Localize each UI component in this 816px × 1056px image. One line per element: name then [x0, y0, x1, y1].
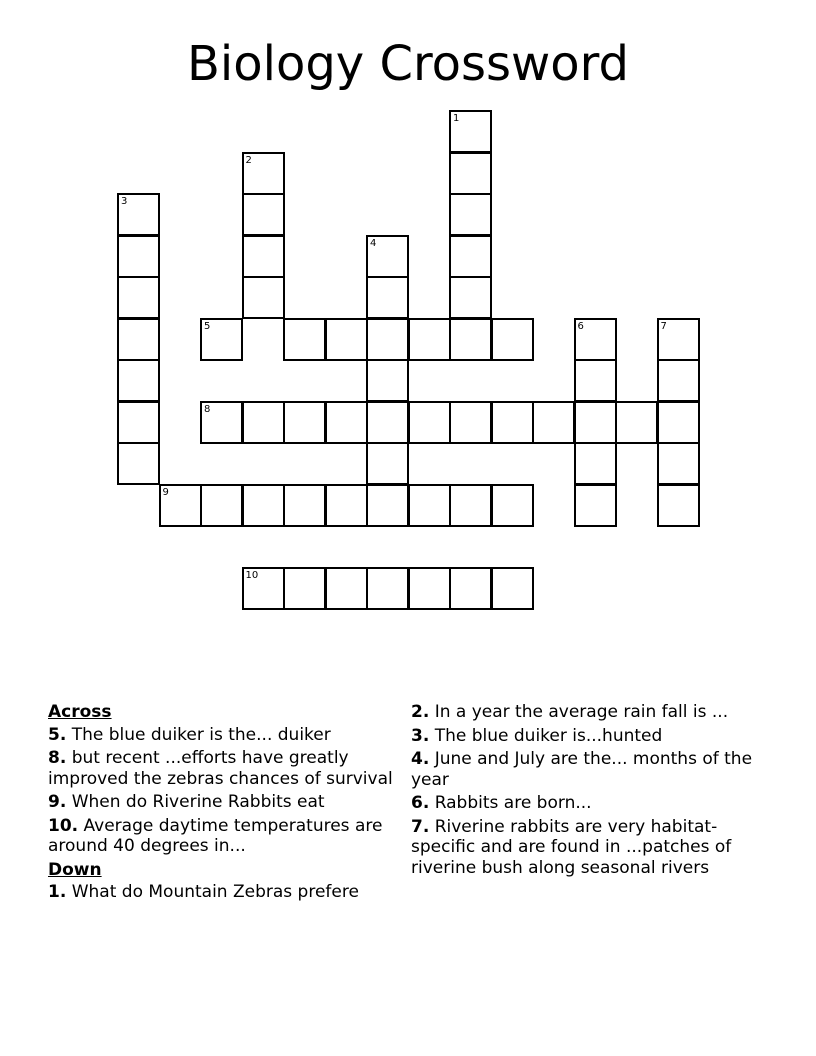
grid-cell[interactable]: [283, 567, 326, 610]
across-clue-5: [48, 725, 400, 746]
grid-cell[interactable]: [574, 318, 617, 361]
clue-text: In a year the average rain fall is ...: [434, 702, 729, 722]
cell-number: 9: [162, 486, 169, 498]
clue-number: 2.: [411, 702, 430, 722]
grid-cell[interactable]: [283, 484, 326, 527]
cell-number: 6: [577, 320, 584, 332]
grid-cell[interactable]: [532, 401, 575, 444]
grid-cell[interactable]: [117, 276, 160, 319]
clues-left-column: [48, 702, 400, 906]
grid-cell[interactable]: [657, 359, 700, 402]
clue-number: 1.: [48, 882, 67, 902]
grid-cell[interactable]: [657, 484, 700, 527]
cell-number: 2: [245, 154, 252, 166]
grid-cell[interactable]: [366, 567, 409, 610]
grid-cell[interactable]: [366, 442, 409, 485]
grid-cell[interactable]: [117, 318, 160, 361]
cell-number: 7: [660, 320, 667, 332]
down-heading: Down: [48, 859, 102, 880]
grid-cell[interactable]: [408, 484, 451, 527]
grid-cell[interactable]: [408, 318, 451, 361]
down-clue-1: [48, 882, 400, 903]
grid-cell[interactable]: [117, 442, 160, 485]
down-clue-3: [411, 726, 756, 747]
clue-text: The blue duiker is the... duiker: [71, 724, 331, 745]
cell-number: 3: [121, 196, 128, 207]
grid-cell[interactable]: [242, 235, 285, 278]
grid-cell[interactable]: [366, 484, 409, 527]
grid-cell[interactable]: [283, 401, 326, 444]
clue-number: 8.: [48, 748, 67, 768]
grid-cell[interactable]: [449, 152, 492, 195]
down-clue-4: [411, 749, 756, 790]
grid-cell[interactable]: [491, 484, 534, 527]
grid-cell[interactable]: [449, 484, 492, 527]
grid-cell[interactable]: [117, 235, 160, 278]
clue-text: Rabbits are born...: [434, 793, 592, 813]
grid-cell[interactable]: [117, 193, 160, 236]
grid-cell[interactable]: [117, 359, 160, 402]
grid-cell[interactable]: [449, 567, 492, 610]
clue-text: Average daytime temperatures are around 40 degrees in...: [48, 815, 383, 856]
clues-right-column: [411, 702, 756, 881]
down-clue-2: [411, 702, 756, 723]
grid-cell[interactable]: [408, 567, 451, 610]
grid-cell[interactable]: [242, 401, 285, 444]
clue-number: 10.: [48, 815, 79, 836]
grid-cell[interactable]: [574, 484, 617, 527]
clue-text: June and July are the... months of the year: [411, 749, 753, 790]
grid-cell[interactable]: [325, 484, 368, 527]
grid-cell[interactable]: [449, 235, 492, 278]
grid-cell[interactable]: [574, 359, 617, 402]
cell-number: 4: [370, 237, 377, 249]
cell-number: 10: [245, 569, 259, 581]
grid-cell[interactable]: [491, 567, 534, 610]
grid-cell[interactable]: [325, 401, 368, 444]
grid-cell[interactable]: [117, 401, 160, 444]
grid-cell[interactable]: [366, 401, 409, 444]
clue-text: but recent ...efforts have greatly improved the zebras chances of survival: [48, 748, 393, 789]
grid-cell[interactable]: [449, 318, 492, 361]
grid-cell[interactable]: [366, 359, 409, 402]
grid-cell[interactable]: [283, 318, 326, 361]
cell-number: 5: [204, 320, 211, 332]
grid-cell[interactable]: [408, 401, 451, 444]
clue-number: 6.: [411, 793, 430, 813]
clue-number: 7.: [411, 816, 430, 837]
clue-text: The blue duiker is...hunted: [434, 725, 663, 746]
across-clue-10: [48, 816, 400, 857]
page-title: Biology Crossword: [186, 36, 630, 92]
grid-cell[interactable]: [574, 401, 617, 444]
clue-number: 5.: [48, 724, 67, 745]
grid-cell[interactable]: [491, 401, 534, 444]
grid-cell[interactable]: [159, 484, 202, 527]
down-clue-6: [411, 793, 756, 814]
grid-cell[interactable]: [200, 318, 243, 361]
grid-cell[interactable]: [242, 193, 285, 236]
grid-cell[interactable]: [491, 318, 534, 361]
grid-cell[interactable]: [200, 484, 243, 527]
grid-cell[interactable]: [449, 193, 492, 236]
grid-cell[interactable]: [449, 276, 492, 319]
clue-number: 9.: [48, 792, 67, 812]
grid-cell[interactable]: [449, 110, 492, 153]
grid-cell[interactable]: [574, 442, 617, 485]
clue-number: 3.: [411, 725, 430, 746]
cell-number: 1: [453, 113, 460, 124]
grid-cell[interactable]: [325, 318, 368, 361]
grid-cell[interactable]: [242, 567, 285, 610]
grid-cell[interactable]: [449, 401, 492, 444]
grid-cell[interactable]: [657, 442, 700, 485]
grid-cell[interactable]: [242, 152, 285, 195]
cell-number: 8: [204, 403, 211, 415]
clue-text: Riverine rabbits are very habitat-specific and are found in ...patches of riverine bush along seasonal rivers: [411, 816, 732, 878]
grid-cell[interactable]: [200, 401, 243, 444]
grid-cell[interactable]: [242, 484, 285, 527]
clue-number: 4.: [411, 749, 430, 769]
across-clue-8: [48, 748, 400, 789]
clue-text: What do Mountain Zebras prefere: [71, 882, 359, 902]
grid-cell[interactable]: [366, 235, 409, 278]
grid-cell[interactable]: [657, 401, 700, 444]
across-clue-9: [48, 792, 400, 813]
grid-cell[interactable]: [366, 276, 409, 319]
grid-cell[interactable]: [615, 401, 658, 444]
grid-cell[interactable]: [242, 276, 285, 319]
grid-cell[interactable]: [366, 318, 409, 361]
down-clue-7: [411, 817, 756, 879]
grid-cell[interactable]: [657, 318, 700, 361]
grid-cell[interactable]: [325, 567, 368, 610]
across-heading: Across: [48, 702, 112, 722]
clue-text: When do Riverine Rabbits eat: [71, 792, 325, 812]
